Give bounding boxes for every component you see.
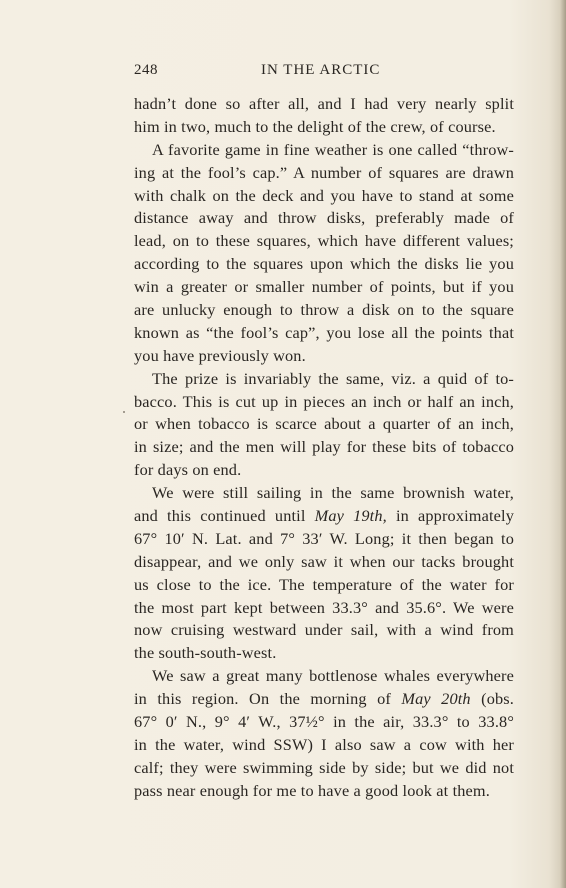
text-line: 67° 0′ N., 9° 4′ W., 37½° in the air, 33.3° to 33.8° — [134, 712, 514, 732]
text-line: We were still sailing in the same brownish water, — [152, 483, 514, 503]
paper-speck — [123, 411, 125, 413]
text-line: distance away and throw disks, preferably made of — [134, 208, 514, 228]
text-line: 67° 10′ N. Lat. and 7° 33′ W. Long; it then began to — [134, 528, 514, 548]
text-line: lead, on to these squares, which have different values; — [134, 231, 514, 251]
text-line: A favorite game in fine weather is one called “throw- — [152, 139, 514, 159]
text-line: for days on end. — [134, 460, 242, 480]
text-line: or when tobacco is scarce about a quarter of an inch, — [134, 414, 514, 434]
text-line: us close to the ice. The temperature of the water for — [134, 574, 514, 594]
text-line: are unlucky enough to throw a disk on to the square — [134, 300, 514, 320]
text-line: according to the squares upon which the disks lie you — [134, 254, 514, 274]
running-head — [134, 62, 514, 82]
text-line: disappear, and we only saw it when our tacks brought — [134, 551, 514, 571]
text-line: win a greater or smaller number of points, but if you — [134, 277, 514, 297]
text-line: hadn’t done so after all, and I had very nearly split — [134, 94, 514, 113]
text-line: calf; they were swimming side by side; but we did not — [134, 757, 514, 777]
text-line: in the water, wind SSW) I also saw a cow with her — [134, 734, 514, 754]
text-line: and this continued until May 19th, in approximately — [134, 506, 514, 526]
text-line: now cruising westward under sail, with a wind from — [134, 620, 514, 640]
text-line: We saw a great many bottlenose whales everywhere — [152, 666, 514, 686]
running-title: IN THE ARCTIC — [261, 62, 381, 78]
page-edge-shadow — [560, 0, 566, 888]
text-line: in this region. On the morning of May 20th (obs. — [134, 689, 514, 709]
text-line: known as “the fool’s cap”, you lose all the points that — [134, 322, 514, 342]
text-line: pass near enough for me to have a good look at them. — [134, 780, 490, 800]
text-line: the most part kept between 33.3° and 35.6°. We were — [134, 597, 514, 617]
text-line: bacco. This is cut up in pieces an inch or half an inch, — [134, 391, 514, 411]
body-text — [134, 93, 514, 803]
text-line: ing at the fool’s cap.” A number of squares are drawn — [134, 162, 514, 182]
page-number: 248 — [134, 62, 158, 78]
text-line: the south-south-west. — [134, 643, 277, 663]
text-line: The prize is invariably the same, viz. a quid of to- — [152, 368, 514, 388]
text-line: him in two, much to the delight of the crew, of course. — [134, 116, 496, 136]
text-line: with chalk on the deck and you have to stand at some — [134, 185, 514, 205]
text-line: in size; and the men will play for these bits of tobacco — [134, 437, 514, 457]
text-line: you have previously won. — [134, 345, 306, 365]
